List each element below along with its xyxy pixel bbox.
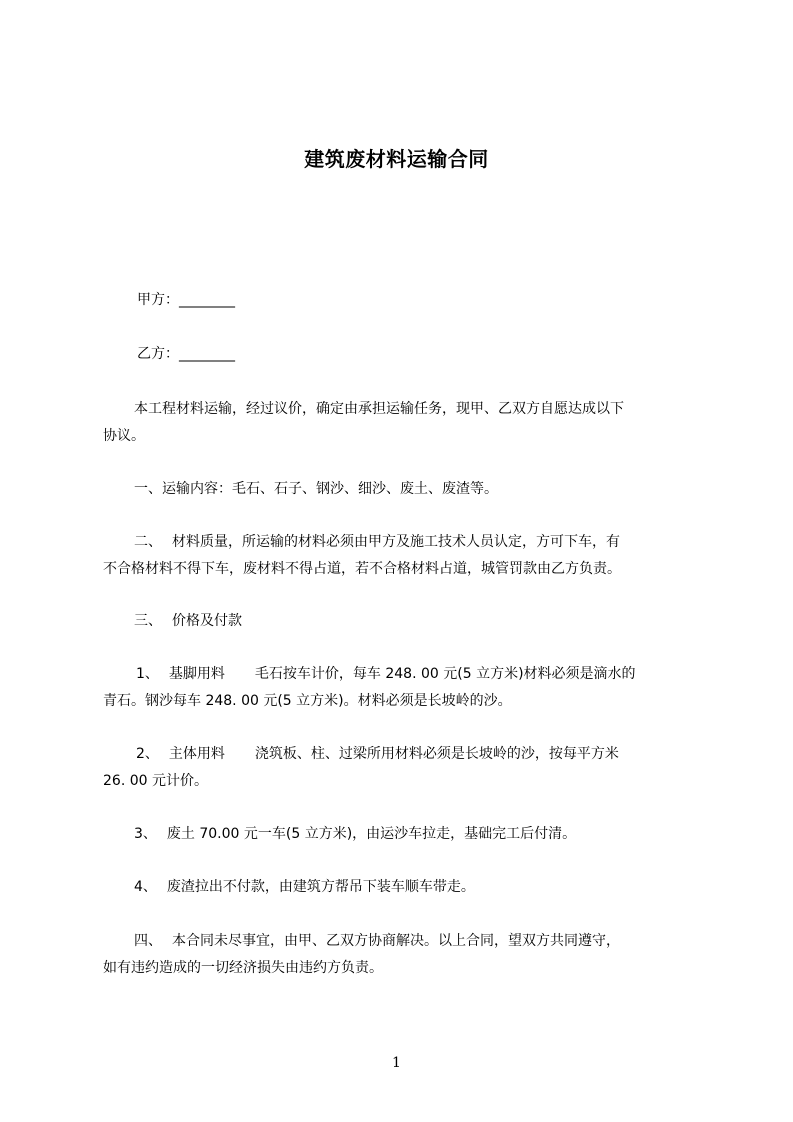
section-2-number: 二、 [134,534,162,550]
intro-line-1: 本工程材料运输，经过议价，确定由承担运输任务，现甲、乙双方自愿达成以下 [134,401,624,417]
item-3-text: 废土 70.00 元一车(5 立方米)，由运沙车拉走，基础完工后付清。 [166,826,577,842]
item-2-main-structure-materials [103,741,703,795]
item-3-number: 3、 [134,826,157,842]
section-2-text: 材料质量，所运输的材料必须由甲方及施工技术人员认定，方可下车，有 [172,534,620,550]
item-4-number: 4、 [134,879,157,895]
section-4-text: 本合同未尽事宜，由甲、乙双方协商解决。以上合同，望双方共同遵守， [172,933,620,949]
item-1-line-1 [103,661,703,688]
section-4-other-matters [103,928,703,982]
section-2-line-2: 不合格材料不得下车，废材料不得占道，若不合格材料占道，城管罚款由乙方负责。 [103,561,621,577]
item-4-waste-residue [134,874,734,901]
section-3-title: 价格及付款 [172,613,242,629]
section-4-number: 四、 [134,933,162,949]
item-2-line-2: 26. 00 元计价。 [103,773,208,789]
intro-line-2: 协议。 [103,428,145,444]
section-3-number: 三、 [134,613,162,629]
item-2-label: 主体用料 [168,746,225,762]
item-4-text: 废渣拉出不付款，由建筑方帮吊下装车顺车带走。 [166,879,475,895]
page-title: 建筑废材料运输合同 [304,147,489,171]
section-3-heading [134,608,734,635]
item-2-number: 2、 [136,746,159,762]
item-1-line-2: 青石。钢沙每车 248. 00 元(5 立方米)。材料必须是长坡岭的沙。 [103,693,512,709]
intro-paragraph [103,396,703,450]
item-1-text: 毛石按车计价，每车 248. 00 元(5 立方米)材料必须是滴水的 [254,666,636,682]
party-b-line: 乙方：________ [137,346,235,362]
section-4-line-1 [103,928,703,955]
section-1-transport-content: 一、运输内容：毛石、石子、钢沙、细沙、废土、废渣等。 [134,481,498,497]
section-2-material-quality [103,529,703,583]
party-a-line: 甲方：________ [137,292,235,308]
item-1-label: 基脚用料 [168,666,225,682]
page-number: 1 [392,1055,401,1071]
section-2-line-1 [103,529,703,556]
item-1-foundation-materials [103,661,703,715]
item-3-waste-soil [134,821,734,848]
item-2-line-1 [103,741,703,768]
item-2-text: 浇筑板、柱、过梁所用材料必须是长坡岭的沙，按每平方米 [254,746,619,762]
section-4-line-2: 如有违约造成的一切经济损失由违约方负责。 [103,960,383,976]
item-1-number: 1、 [136,666,159,682]
